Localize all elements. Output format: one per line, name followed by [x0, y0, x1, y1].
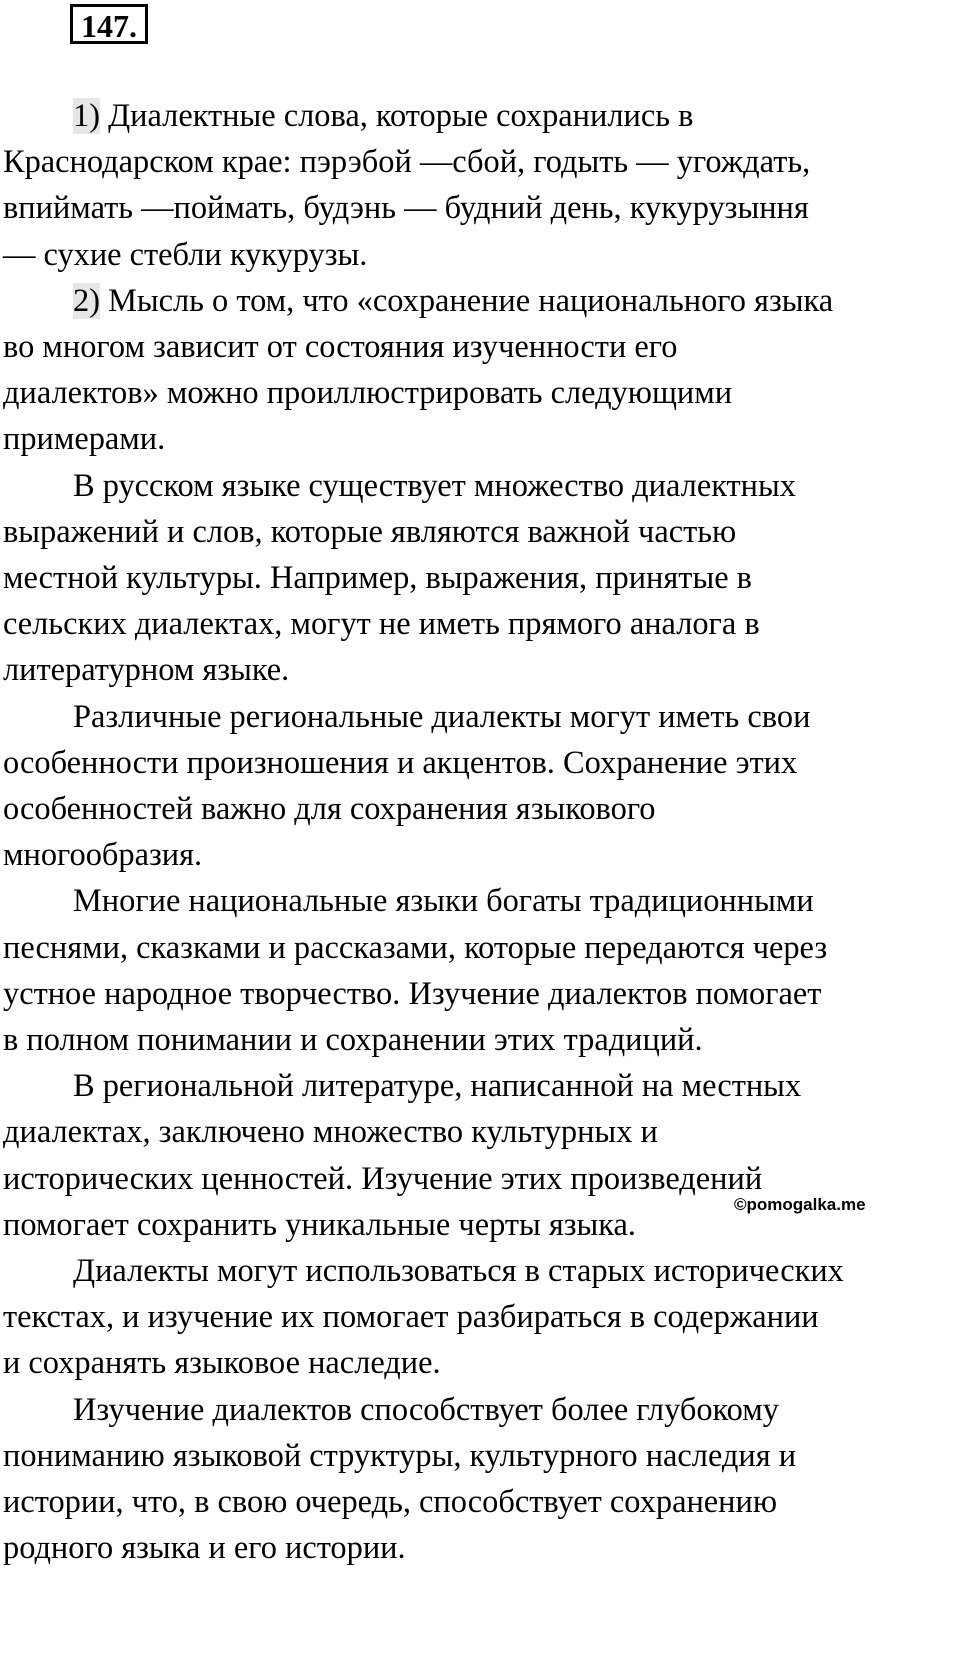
text-line: Диалекты могут использоваться в старых исторических: [73, 1253, 844, 1290]
text-line: особенностей важно для сохранения языкового: [3, 791, 656, 828]
text-line: 2) Мысль о том, что «сохранение национального языка: [73, 282, 834, 319]
text-line: сельских диалектах, могут не иметь прямого аналога в: [3, 606, 760, 643]
text-line: литературном языке.: [3, 652, 290, 689]
text-line: местной культуры. Например, выражения, принятые в: [3, 560, 752, 597]
text-line: примерами.: [3, 421, 166, 458]
paragraph-2: [3, 278, 955, 463]
text-line: впиймать —поймать, будэнь — будний день, кукурузыння: [3, 190, 809, 227]
text-line: устное народное творчество. Изучение диалектов помогает: [3, 975, 822, 1012]
text-line: пониманию языковой структуры, культурного наследия и: [3, 1437, 797, 1474]
text-line: особенности произношения и акцентов. Сохранение этих: [3, 744, 798, 781]
answer-text: [3, 93, 955, 1572]
watermark: ©pomogalka.me: [734, 1195, 866, 1214]
paragraph-4: [3, 694, 955, 879]
text-line: Различные региональные диалекты могут иметь свои: [73, 698, 811, 735]
paragraph-6: [3, 1063, 955, 1248]
item-marker: 2): [73, 282, 100, 319]
text-line: диалектов» можно проиллюстрировать следующими: [3, 375, 733, 412]
text-line: текстах, и изучение их помогает разбираться в содержании: [3, 1299, 819, 1336]
task-number: 147.: [70, 4, 148, 44]
text-line: диалектах, заключено множество культурных и: [3, 1114, 658, 1151]
paragraph-5: [3, 878, 955, 1063]
text-line: В русском языке существует множество диалектных: [73, 467, 796, 504]
text-line: в полном понимании и сохранении этих традиций.: [3, 1022, 703, 1059]
text-line: во многом зависит от состояния изученности его: [3, 329, 678, 366]
text-line: истории, что, в свою очередь, способствует сохранению: [3, 1484, 778, 1521]
text-line: исторических ценностей. Изучение этих произведений: [3, 1160, 763, 1197]
paragraph-7: [3, 1248, 955, 1387]
text-line: и сохранять языковое наследие.: [3, 1345, 441, 1382]
text-line: выражений и слов, которые являются важной частью: [3, 513, 737, 550]
paragraph-1: [3, 93, 955, 278]
paragraph-8: [3, 1387, 955, 1572]
text-line: 1) Диалектные слова, которые сохранились в: [73, 98, 694, 134]
text-line: — сухие стебли кукурузы.: [3, 236, 368, 273]
text-line: Изучение диалектов способствует более глубокому: [73, 1391, 779, 1428]
item-marker: 1): [73, 98, 100, 134]
text-line: родного языка и его истории.: [3, 1530, 406, 1567]
text-line: помогает сохранить уникальные черты языка.: [3, 1206, 637, 1243]
text-line: В региональной литературе, написанной на местных: [73, 1068, 802, 1105]
text-line: Многие национальные языки богаты традиционными: [73, 883, 814, 920]
text-line: многообразия.: [3, 837, 203, 874]
paragraph-3: [3, 463, 955, 694]
text-line: песнями, сказками и рассказами, которые передаются через: [3, 929, 828, 966]
text-line: Краснодарском крае: пэрэбой —сбой, годыть — угождать,: [3, 144, 811, 181]
